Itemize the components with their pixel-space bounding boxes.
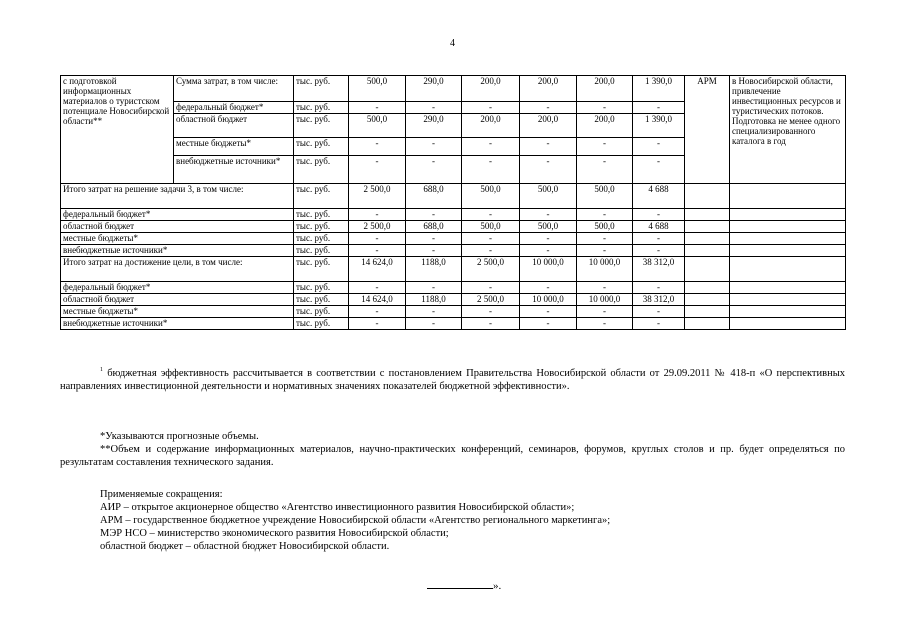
value-cell: - <box>462 138 520 156</box>
footnote-1-text <box>60 367 845 393</box>
empty-cell <box>730 257 846 282</box>
empty-cell <box>730 306 846 318</box>
value-cell: - <box>349 306 406 318</box>
row-unit: тыс. руб. <box>294 138 349 156</box>
empty-cell <box>730 318 846 330</box>
row-unit: тыс. руб. <box>294 156 349 184</box>
value-cell: 200,0 <box>462 114 520 138</box>
table-row <box>61 76 846 102</box>
result-cell: в Новосибирской области, привлечение инвестиционных ресурсов и туристических потоков. Подготовка не менее одного специализированного каталога в год <box>730 76 846 184</box>
value-cell: - <box>520 138 577 156</box>
row-label: федеральный бюджет* <box>61 209 294 221</box>
value-cell: 500,0 <box>462 221 520 233</box>
abbreviation-item: областной бюджет – областной бюджет Новосибирской области. <box>100 541 390 552</box>
value-cell: - <box>633 209 685 221</box>
value-cell: - <box>577 102 633 114</box>
value-cell: - <box>406 138 462 156</box>
table-row <box>61 184 846 209</box>
row-label: Итого затрат на достижение цели, в том числе: <box>61 257 294 282</box>
empty-cell <box>685 209 730 221</box>
value-cell: 2 500,0 <box>462 294 520 306</box>
value-cell: 688,0 <box>406 221 462 233</box>
value-cell: - <box>349 138 406 156</box>
value-cell: - <box>406 102 462 114</box>
table-row <box>61 233 846 245</box>
value-cell: - <box>406 245 462 257</box>
closing-mark: ». <box>493 580 502 592</box>
value-cell: - <box>406 233 462 245</box>
value-cell: 500,0 <box>577 184 633 209</box>
row-label: местные бюджеты* <box>174 138 294 156</box>
row-label: областной бюджет <box>61 221 294 233</box>
value-cell: 200,0 <box>577 76 633 102</box>
table-row <box>61 257 846 282</box>
row-unit: тыс. руб. <box>294 282 349 294</box>
value-cell: - <box>577 282 633 294</box>
row-unit: тыс. руб. <box>294 221 349 233</box>
value-cell: 500,0 <box>349 76 406 102</box>
abbreviations <box>60 488 845 553</box>
empty-cell <box>685 257 730 282</box>
value-cell: - <box>462 102 520 114</box>
row-label: внебюджетные источники* <box>174 156 294 184</box>
value-cell: - <box>520 245 577 257</box>
value-cell: - <box>577 245 633 257</box>
empty-cell <box>685 184 730 209</box>
abbreviation-item: АИР – открытое акционерное общество «Агентство инвестиционного развития Новосибирской области»; <box>100 502 575 513</box>
empty-cell <box>685 221 730 233</box>
value-cell: - <box>406 282 462 294</box>
value-cell: 1 390,0 <box>633 76 685 102</box>
value-cell: 10 000,0 <box>577 294 633 306</box>
empty-cell <box>685 318 730 330</box>
value-cell: 1 390,0 <box>633 114 685 138</box>
value-cell: 2 500,0 <box>349 221 406 233</box>
empty-cell <box>730 294 846 306</box>
value-cell: - <box>406 306 462 318</box>
row-unit: тыс. руб. <box>294 245 349 257</box>
value-cell: - <box>520 282 577 294</box>
value-cell: - <box>633 156 685 184</box>
budget-table <box>60 75 846 330</box>
value-cell: - <box>633 245 685 257</box>
value-cell: - <box>633 318 685 330</box>
row-label: областной бюджет <box>174 114 294 138</box>
table-row <box>61 318 846 330</box>
value-cell: 500,0 <box>520 184 577 209</box>
value-cell: - <box>462 318 520 330</box>
empty-cell <box>685 233 730 245</box>
value-cell: 14 624,0 <box>349 294 406 306</box>
footnote-double-star-text: **Объем и содержание информационных материалов, научно-практических конференций, семинаров, форумов, круглых столов и пр. будет определяться по результатам составления технического задания. <box>60 444 845 468</box>
footnote-star-text: *Указываются прогнозные объемы. <box>100 431 259 442</box>
empty-cell <box>685 245 730 257</box>
value-cell: - <box>633 282 685 294</box>
row-unit: тыс. руб. <box>294 102 349 114</box>
row-unit: тыс. руб. <box>294 209 349 221</box>
value-cell: - <box>406 156 462 184</box>
row-unit: тыс. руб. <box>294 233 349 245</box>
value-cell: - <box>462 233 520 245</box>
value-cell: 1188,0 <box>406 257 462 282</box>
table-row <box>61 306 846 318</box>
row-label: областной бюджет <box>61 294 294 306</box>
value-cell: - <box>349 233 406 245</box>
empty-cell <box>685 306 730 318</box>
abbreviation-item: АРМ – государственное бюджетное учреждение Новосибирской области «Агентство регионального маркетинга»; <box>100 515 611 526</box>
row-label: местные бюджеты* <box>61 306 294 318</box>
row-unit: тыс. руб. <box>294 257 349 282</box>
table-row <box>61 294 846 306</box>
value-cell: - <box>520 318 577 330</box>
value-cell: - <box>406 318 462 330</box>
value-cell: 290,0 <box>406 114 462 138</box>
value-cell: - <box>349 156 406 184</box>
value-cell: 4 688 <box>633 184 685 209</box>
value-cell: 10 000,0 <box>520 294 577 306</box>
value-cell: 500,0 <box>520 221 577 233</box>
row-unit: тыс. руб. <box>294 318 349 330</box>
value-cell: - <box>520 306 577 318</box>
empty-cell <box>730 221 846 233</box>
empty-cell <box>730 282 846 294</box>
executor-cell: АРМ <box>685 76 730 184</box>
value-cell: - <box>349 209 406 221</box>
value-cell: - <box>462 245 520 257</box>
measure-name: с подготовкой информационных материалов о туристском потенциале Новосибирской области** <box>61 76 174 184</box>
footnote-1 <box>60 367 845 393</box>
abbreviations-title: Применяемые сокращения: <box>100 489 223 500</box>
value-cell: 10 000,0 <box>577 257 633 282</box>
value-cell: 688,0 <box>406 184 462 209</box>
value-cell: - <box>520 233 577 245</box>
value-cell: - <box>577 138 633 156</box>
abbreviation-item: МЭР НСО – министерство экономического развития Новосибирской области; <box>100 528 449 539</box>
value-cell: - <box>349 245 406 257</box>
empty-cell <box>730 245 846 257</box>
value-cell: - <box>577 209 633 221</box>
value-cell: - <box>633 138 685 156</box>
table-row <box>61 282 846 294</box>
value-cell: - <box>462 306 520 318</box>
value-cell: 2 500,0 <box>349 184 406 209</box>
value-cell: - <box>577 233 633 245</box>
value-cell: 500,0 <box>349 114 406 138</box>
row-unit: тыс. руб. <box>294 114 349 138</box>
value-cell: - <box>633 233 685 245</box>
value-cell: 200,0 <box>520 76 577 102</box>
value-cell: 200,0 <box>462 76 520 102</box>
value-cell: 4 688 <box>633 221 685 233</box>
value-cell: - <box>577 318 633 330</box>
value-cell: 38 312,0 <box>633 257 685 282</box>
value-cell: - <box>349 318 406 330</box>
row-label: федеральный бюджет* <box>174 102 294 114</box>
value-cell: - <box>349 102 406 114</box>
table-row <box>61 209 846 221</box>
footnote-1-body: бюджетная эффективность рассчитывается в соответствии с постановлением Правительства Новосибирской области от 29.09.2011 № 418-п «О перспективных направлениях инвестиционной деятельности и нормативных значениях показателей бюджетной эффективности». <box>60 368 845 392</box>
table-row <box>61 221 846 233</box>
value-cell: 200,0 <box>520 114 577 138</box>
value-cell: 200,0 <box>577 114 633 138</box>
value-cell: 290,0 <box>406 76 462 102</box>
value-cell: - <box>462 282 520 294</box>
empty-cell <box>685 294 730 306</box>
value-cell: - <box>577 156 633 184</box>
value-cell: 500,0 <box>577 221 633 233</box>
value-cell: - <box>349 282 406 294</box>
value-cell: 10 000,0 <box>520 257 577 282</box>
value-cell: - <box>520 209 577 221</box>
value-cell: - <box>406 209 462 221</box>
row-unit: тыс. руб. <box>294 76 349 102</box>
row-unit: тыс. руб. <box>294 184 349 209</box>
footnote-star <box>60 430 845 469</box>
value-cell: 2 500,0 <box>462 257 520 282</box>
row-unit: тыс. руб. <box>294 306 349 318</box>
value-cell: - <box>633 306 685 318</box>
footnote-marker: 1 <box>100 367 103 373</box>
page-number: 4 <box>450 38 455 49</box>
value-cell: 500,0 <box>462 184 520 209</box>
empty-cell <box>730 209 846 221</box>
value-cell: 1188,0 <box>406 294 462 306</box>
closing-line <box>427 578 501 592</box>
value-cell: - <box>462 209 520 221</box>
empty-cell <box>685 282 730 294</box>
row-label: внебюджетные источники* <box>61 318 294 330</box>
value-cell: 14 624,0 <box>349 257 406 282</box>
empty-cell <box>730 233 846 245</box>
row-label: внебюджетные источники* <box>61 245 294 257</box>
row-label: Сумма затрат, в том числе: <box>174 76 294 102</box>
value-cell: - <box>520 156 577 184</box>
row-label: местные бюджеты* <box>61 233 294 245</box>
empty-cell <box>730 184 846 209</box>
value-cell: - <box>520 102 577 114</box>
row-unit: тыс. руб. <box>294 294 349 306</box>
row-label: Итого затрат на решение задачи 3, в том числе: <box>61 184 294 209</box>
blank-underline <box>427 578 493 589</box>
value-cell: - <box>577 306 633 318</box>
row-label: федеральный бюджет* <box>61 282 294 294</box>
value-cell: - <box>462 156 520 184</box>
table-row <box>61 245 846 257</box>
value-cell: - <box>633 102 685 114</box>
value-cell: 38 312,0 <box>633 294 685 306</box>
